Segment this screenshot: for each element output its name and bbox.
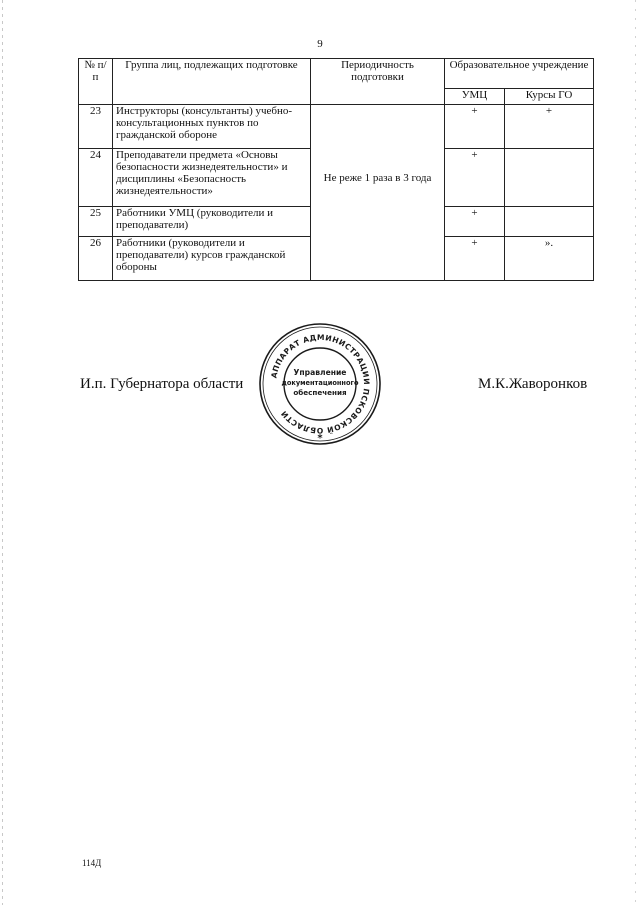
scan-edge-left xyxy=(2,0,3,905)
header-num: № п/п xyxy=(79,59,113,105)
official-seal xyxy=(250,322,390,446)
seal-star-icon: * xyxy=(317,433,323,444)
page-number: 9 xyxy=(317,38,323,50)
row-courses-mark: + xyxy=(505,105,594,149)
row-group: Работники УМЦ (руководители и преподаватели) xyxy=(113,207,311,237)
row-group: Инструкторы (консультанты) учебно-консультационных пунктов по гражданской обороне xyxy=(113,105,311,149)
row-courses-mark xyxy=(505,149,594,207)
training-table xyxy=(78,58,594,281)
signatory-name: М.К.Жаворонков xyxy=(478,376,588,392)
row-courses-mark: ». xyxy=(505,237,594,281)
period-cell xyxy=(311,105,445,281)
period-value: Не реже 1 раза в 3 года xyxy=(323,171,432,184)
table-header-row xyxy=(79,59,594,89)
row-umc-mark: + xyxy=(445,237,505,281)
row-group: Работники (руководители и преподаватели) курсов гражданской обороны xyxy=(113,237,311,281)
header-group: Группа лиц, подлежащих подготовке xyxy=(113,59,311,105)
seal-center-line2: документационного xyxy=(281,379,359,387)
scan-edge-right xyxy=(635,0,636,905)
seal-center-line3: обеспечения xyxy=(293,388,347,397)
row-umc-mark: + xyxy=(445,149,505,207)
row-num: 23 xyxy=(79,105,113,149)
row-num: 24 xyxy=(79,149,113,207)
row-num: 26 xyxy=(79,237,113,281)
row-group: Преподаватели предмета «Основы безопасности жизнедеятельности» и дисциплины «Безопасность жизнедеятельности» xyxy=(113,149,311,207)
header-courses: Курсы ГО xyxy=(505,89,594,105)
header-period: Периодичность подготовки xyxy=(311,59,445,105)
row-num: 25 xyxy=(79,207,113,237)
row-umc-mark: + xyxy=(445,207,505,237)
signatory-title: И.п. Губернатора области xyxy=(80,376,244,392)
seal-ring-text: АППАРАТ АДМИНИСТРАЦИИ ПСКОВСКОЙ ОБЛАСТИ xyxy=(269,332,372,436)
footer-code: 114Д xyxy=(82,858,102,868)
table-row xyxy=(79,105,594,149)
header-umc: УМЦ xyxy=(445,89,505,105)
row-courses-mark xyxy=(505,207,594,237)
row-umc-mark: + xyxy=(445,105,505,149)
seal-center-line1: Управление xyxy=(293,368,347,377)
header-institution: Образовательное учреждение xyxy=(445,59,594,89)
